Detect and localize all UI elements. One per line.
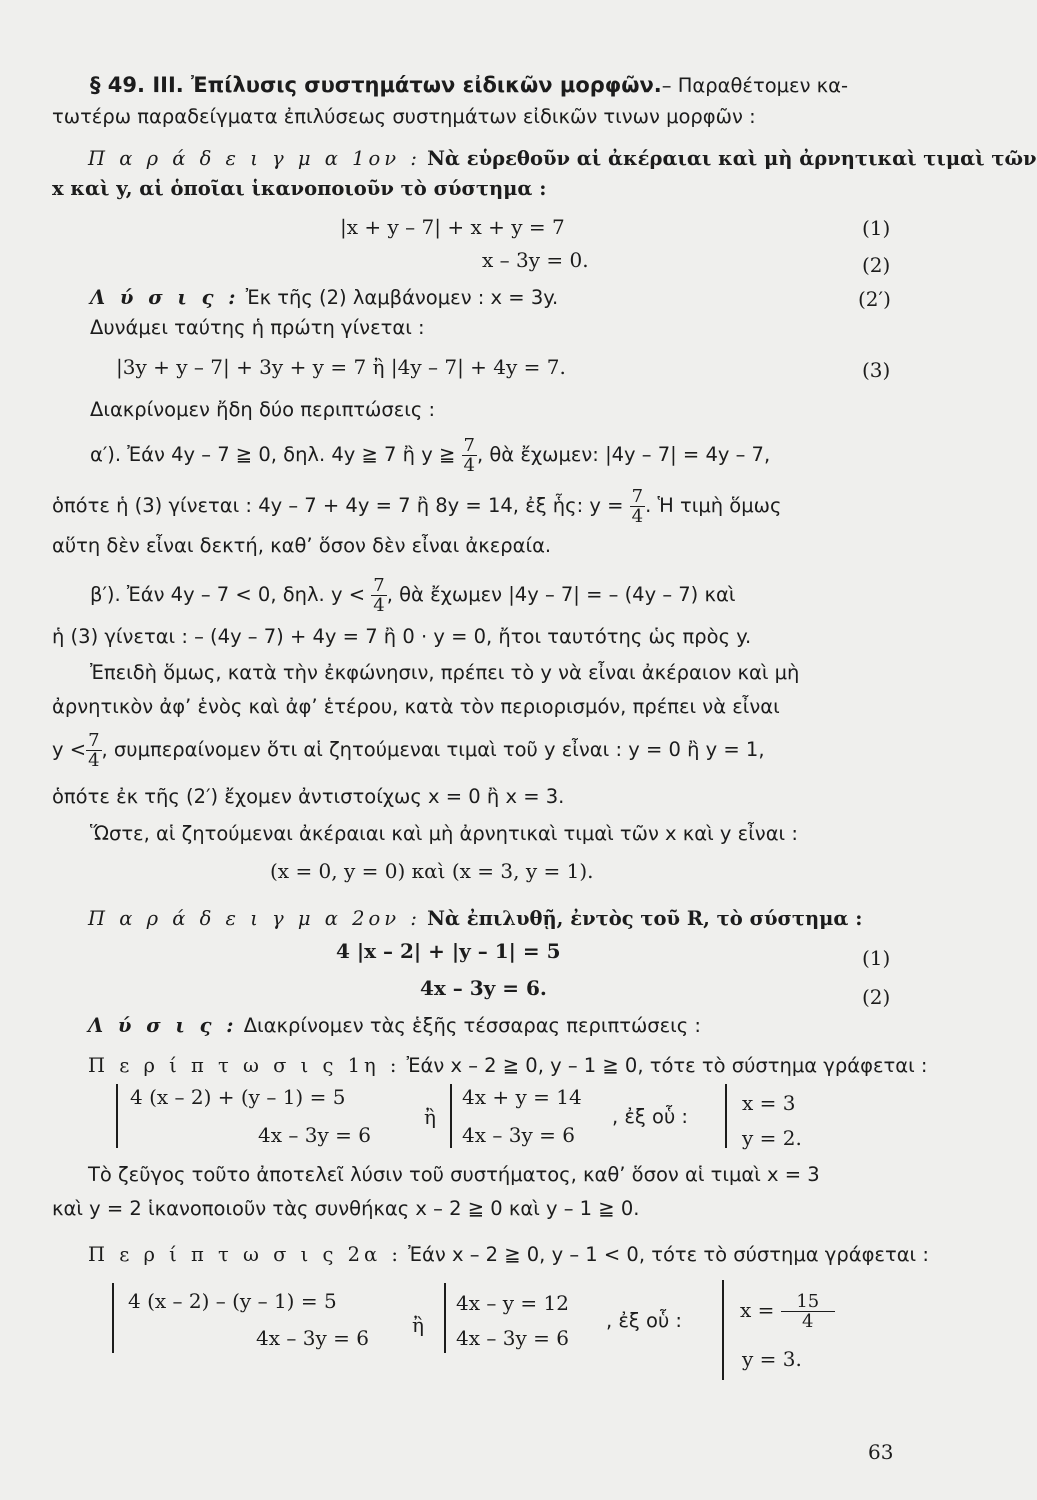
example1-solution-text: Ἐκ τῆς (2) λαμβάνομεν : x = 3y. — [245, 286, 559, 309]
example2-label: Π α ρ ά δ ε ι γ μ α 2ον : — [88, 907, 421, 930]
case2-system-c1 — [740, 1286, 835, 1334]
example2-equation-2: 4x – 3y = 6. — [420, 976, 547, 1000]
example1-answer: (x = 0, y = 0) καὶ (x = 3, y = 1). — [270, 859, 594, 883]
case1-system-whence: , ἐξ οὗ : — [612, 1105, 688, 1128]
example1-heading — [88, 146, 1037, 172]
case-a-text-2: , θὰ ἔχωμεν: |4y – 7| = 4y – 7, — [476, 443, 771, 466]
paragraph-c-text-1: y < — [52, 738, 87, 761]
example2-equation-2-number: (2) — [862, 985, 891, 1009]
case1-system-b2: 4x – 3y = 6 — [462, 1123, 575, 1147]
case1-label: Π ε ρ ί π τ ω σ ι ς 1η : — [88, 1054, 401, 1077]
case2-text: Ἐάν x – 2 ≧ 0, y – 1 < 0, τότε τὸ σύστημα γράφεται : — [408, 1243, 929, 1266]
example2-case2-line — [88, 1242, 929, 1268]
fraction-seven-quarters: $\frac{7}{4}$ — [88, 730, 100, 771]
case2-label: Π ε ρ ί π τ ω σ ι ς 2α : — [88, 1243, 402, 1266]
example2-equation-1: 4 |x – 2| + |y – 1| = 5 — [336, 939, 561, 963]
fraction-seven-quarters: $\frac{7}{4}$ — [631, 486, 644, 527]
example1-paragraph-a: Ἐπειδὴ ὅμως, κατὰ τὴν ἐκφώνησιν, πρέπει τὸ y νὰ εἶναι ἀκέραιον καὶ μὴ — [90, 661, 800, 684]
case1-system-c2: y = 2. — [742, 1126, 802, 1150]
example1-equation-1-number: (1) — [862, 216, 891, 240]
example2-solution-text: Διακρίνομεν τὰς ἑξῆς τέσσαρας περιπτώσεις : — [243, 1014, 701, 1037]
case-a-text-4: . Ἡ τιμὴ ὅμως — [645, 494, 782, 517]
case1-system-a2: 4x – 3y = 6 — [258, 1123, 371, 1147]
fraction-seven-quarters: $\frac{7}{4}$ — [373, 575, 385, 616]
example1-case-a-line-3: αὕτη δὲν εἶναι δεκτή, καθ’ ὅσον δὲν εἶναι ἀκεραία. — [52, 534, 552, 557]
fraction-fifteen-quarters: $\frac{15}{4}$ — [781, 1292, 835, 1331]
example1-solution-label: Λ ύ σ ι ς : — [90, 286, 240, 309]
case1-system-b1: 4x + y = 14 — [462, 1085, 582, 1109]
system-bracket — [450, 1084, 452, 1148]
section-intro-line: τωτέρω παραδείγματα ἐπιλύσεως συστημάτων εἰδικῶν τινων μορφῶν : — [52, 105, 756, 128]
case1-system-c1: x = 3 — [742, 1091, 796, 1115]
example1-equation-3-number: (3) — [862, 358, 891, 382]
example1-paragraph-e: Ὥστε, αἱ ζητούμεναι ἀκέραιαι καὶ μὴ ἀρνητικαὶ τιμαὶ τῶν x καὶ y εἶναι : — [90, 822, 798, 845]
case2-system-a2: 4x – 3y = 6 — [256, 1326, 369, 1350]
example1-equation-2p-number: (2′) — [858, 287, 891, 311]
example1-paragraph-b: ἀρνητικὸν ἀφ’ ἑνὸς καὶ ἀφ’ ἑτέρου, κατὰ τὸν περιορισμόν, πρέπει νὰ εἶναι — [52, 695, 780, 718]
system-bracket — [116, 1084, 118, 1148]
example1-case-b-line-2: ἡ (3) γίνεται : – (4y – 7) + 4y = 7 ἢ 0 · y = 0, ἤτοι ταυτότης ὡς πρὸς y. — [52, 625, 752, 648]
case2-c1-prefix: x = — [740, 1298, 775, 1322]
section-heading-line — [90, 72, 848, 99]
example2-solution-label: Λ ύ σ ι ς : — [88, 1014, 238, 1037]
example1-equation-2-number: (2) — [862, 253, 891, 277]
case1-system-a1: 4 (x – 2) + (y – 1) = 5 — [130, 1085, 346, 1109]
case2-system-b1: 4x – y = 12 — [456, 1291, 569, 1315]
case2-system-whence: , ἐξ οὗ : — [606, 1309, 682, 1332]
system-bracket — [722, 1280, 724, 1380]
example1-paragraph-d: ὁπότε ἐκ τῆς (2′) ἔχομεν ἀντιστοίχως x = 0 ἢ x = 3. — [52, 785, 565, 808]
case-a-text-3: ὁπότε ἡ (3) γίνεται : 4y – 7 + 4y = 7 ἢ 8y = 14, ἐξ ἧς: y = — [52, 494, 624, 517]
example1-paragraph-c — [52, 727, 765, 773]
fraction-seven-quarters: $\frac{7}{4}$ — [463, 435, 475, 476]
case1-text: Ἐάν x – 2 ≧ 0, y – 1 ≧ 0, τότε τὸ σύστημα γράφεται : — [406, 1054, 928, 1077]
section-intro-start: – Παραθέτομεν κα- — [661, 74, 849, 97]
case-b-text-2: , θὰ ἔχωμεν |4y – 7| = – (4y – 7) καὶ — [386, 583, 736, 606]
paragraph-c-text-2: , συμπεραίνομεν ὅτι αἱ ζητούμεναι τιμαὶ τοῦ y εἶναι : y = 0 ἢ y = 1, — [101, 738, 765, 761]
example1-case-a-line-1 — [90, 432, 770, 478]
example1-line-a: Δυνάμει ταύτης ἡ πρώτη γίνεται : — [90, 316, 425, 339]
example1-equation-3: |3y + y – 7| + 3y + y = 7 ἢ |4y – 7| + 4y = 7. — [116, 355, 566, 379]
case2-system-c2: y = 3. — [742, 1347, 802, 1371]
section-title: § 49. ΙΙΙ. Ἐπίλυσις συστημάτων εἰδικῶν μορφῶν. — [90, 73, 662, 97]
case2-system-b2: 4x – 3y = 6 — [456, 1326, 569, 1350]
example1-case-a-line-2 — [52, 483, 781, 529]
example1-solution-line — [90, 285, 558, 311]
example2-heading — [88, 906, 862, 932]
example1-case-b-line-1 — [90, 572, 735, 618]
case-a-text-1: α′). Ἐάν 4y – 7 ≧ 0, δηλ. 4y ≧ 7 ἢ y ≧ — [90, 443, 456, 466]
example2-paragraph-1a: Τὸ ζεῦγος τοῦτο ἀποτελεῖ λύσιν τοῦ συστήματος, καθ’ ὅσον αἱ τιμαὶ x = 3 — [88, 1163, 820, 1186]
case2-system-or: ἢ — [412, 1313, 424, 1337]
case2-system-a1: 4 (x – 2) – (y – 1) = 5 — [128, 1289, 337, 1313]
example1-line-b: Διακρίνομεν ἤδη δύο περιπτώσεις : — [90, 398, 436, 421]
system-bracket — [444, 1283, 446, 1353]
system-bracket — [112, 1283, 114, 1353]
example1-label: Π α ρ ά δ ε ι γ μ α 1ον : — [88, 147, 421, 170]
case-b-text-1: β′). Ἐάν 4y – 7 < 0, δηλ. y < — [90, 583, 366, 606]
example1-equation-1: |x + y – 7| + x + y = 7 — [340, 215, 565, 239]
example2-case1-line — [88, 1053, 927, 1079]
page-number: 63 — [868, 1440, 894, 1464]
example1-title-a: Νὰ εὑρεθοῦν αἱ ἀκέραιαι καὶ μὴ ἀρνητικαὶ τιμαὶ τῶν — [427, 147, 1037, 170]
system-bracket — [725, 1084, 727, 1148]
example1-title-b: x καὶ y, αἱ ὁποῖαι ἱκανοποιοῦν τὸ σύστημα : — [52, 177, 547, 200]
example2-paragraph-1b: καὶ y = 2 ἱκανοποιοῦν τὰς συνθήκας x – 2 ≧ 0 καὶ y – 1 ≧ 0. — [52, 1197, 640, 1220]
example2-solution-line — [88, 1013, 701, 1039]
example2-equation-1-number: (1) — [862, 946, 891, 970]
example1-equation-2: x – 3y = 0. — [482, 248, 589, 272]
case1-system-or: ἢ — [424, 1105, 436, 1129]
example2-title: Νὰ ἐπιλυθῇ, ἐντὸς τοῦ R, τὸ σύστημα : — [427, 907, 863, 930]
